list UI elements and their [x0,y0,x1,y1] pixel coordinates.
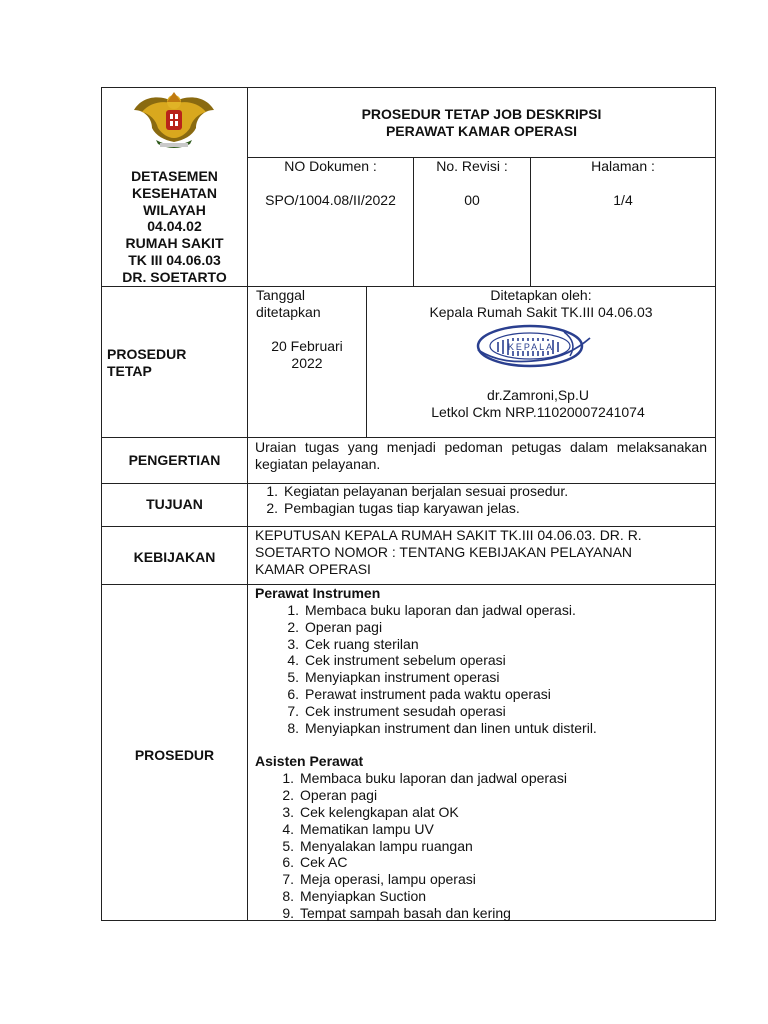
list-item [277,703,710,720]
list-item [272,838,710,855]
date-set-label [256,287,364,321]
list-text: Membaca buku laporan dan jadwal operasi [300,770,567,787]
list-text: Cek AC [300,854,348,871]
list-number: 7. [282,871,294,888]
date-label-line: Tanggal [256,287,306,303]
title-line: PERAWAT KAMAR OPERASI [385,122,578,139]
list-text: Kegiatan pelayanan berjalan sesuai prosedur. [284,483,569,499]
list-number: 2. [287,618,299,635]
signer [367,387,709,421]
list-text: Mematikan lampu UV [300,820,434,837]
kebijakan-line: KAMAR OPERASI [255,561,371,577]
list-text: Operan pagi [300,787,378,804]
protap-label [107,346,245,380]
list-number: 2. [282,787,294,804]
list-text: Cek instrument sesudah operasi [305,702,506,719]
list-text: Menyiapkan Suction [300,887,427,904]
list-number: 5. [287,669,299,686]
list-item [256,500,706,517]
doc-number-cell [248,158,413,209]
list-text: Menyiapkan instrument dan linen untuk disteril. [305,719,597,736]
list-item [277,636,710,653]
list-number: 4. [287,652,299,669]
list-text: Pembagian tugas tiap karyawan jelas. [284,499,520,516]
date-label-line: ditetapkan [256,304,321,320]
list-item [272,804,710,821]
protap-label-line: PROSEDUR [107,346,187,362]
list-text: Membaca buku laporan dan jadwal operasi. [305,602,576,618]
org-line: DR. SOETARTO [122,268,227,285]
prosedur-label: PROSEDUR [134,747,215,763]
page-value: 1/4 [613,192,633,208]
protap-label-line: TETAP [107,363,152,379]
list-text: Menyiapkan instrument operasi [305,669,500,686]
kebijakan-label: KEBIJAKAN [133,549,216,565]
document-title [248,106,715,140]
title-line: PROSEDUR TETAP JOB DESKRIPSI [361,106,602,122]
page-cell [531,158,715,209]
pengertian-text: Uraian tugas yang menjadi pedoman petugas dalam melaksanakan kegiatan pelayanan. [255,439,707,472]
list-number: 3. [287,635,299,652]
list-number: 2. [266,499,278,516]
list-item [272,770,710,787]
org-line: KESEHATAN [131,184,218,201]
signer-rank: Letkol Ckm NRP.11020007241074 [431,404,645,420]
list-text: Meja operasi, lampu operasi [300,871,476,888]
list-number: 4. [282,820,294,837]
hospital-logo [130,88,218,152]
list-number: 6. [282,854,294,871]
list-number: 7. [287,702,299,719]
list-text: Perawat instrument pada waktu operasi [305,685,551,702]
list-number: 1. [266,483,278,499]
date-value-line: 20 Februari [271,338,343,354]
list-number: 3. [282,803,294,820]
tujuan-list [256,483,706,517]
revision-cell [414,158,530,209]
list-item [277,652,710,669]
set-by-line: Kepala Rumah Sakit TK.III 04.06.03 [429,304,653,320]
list-number: 1. [282,770,294,787]
section-title-perawat-instrumen: Perawat Instrumen [255,585,381,601]
signer-name: dr.Zamroni,Sp.U [487,387,589,403]
list-item [277,686,710,703]
set-by-line: Ditetapkan oleh: [490,287,592,303]
section-title-asisten-perawat: Asisten Perawat [255,753,364,770]
org-line: WILAYAH [143,201,206,218]
list-item [256,483,706,500]
list-text: Tempat sampah basah dan kering [300,904,511,921]
list-text: Operan pagi [305,618,383,635]
list-number: 5. [282,837,294,854]
list-number: 9. [282,904,294,921]
org-name [102,168,247,286]
doc-number-label: NO Dokumen : [284,158,377,174]
list-number: 8. [287,719,299,736]
date-set-value [248,338,366,372]
kebijakan-text [255,527,710,578]
list-item [272,905,710,922]
kebijakan-line: SOETARTO NOMOR : TENTANG KEBIJAKAN PELAYANAN [255,544,633,560]
official-stamp [472,320,594,370]
org-line: TK III 04.06.03 [128,251,221,268]
list-text: Cek instrument sebelum operasi [305,652,506,669]
org-line: RUMAH SAKIT [125,235,224,252]
stamp-text: KEPALA [507,342,555,352]
list-number: 8. [282,887,294,904]
list-item [272,787,710,804]
list-number: 6. [287,685,299,702]
kebijakan-line: KEPUTUSAN KEPALA RUMAH SAKIT TK.III 04.06.03. DR. R. [255,527,642,543]
org-line: 04.04.02 [147,218,202,235]
list-text: Cek ruang sterilan [305,635,419,652]
list-item [277,619,710,636]
list-item [272,888,710,905]
org-line: DETASEMEN [131,168,218,184]
list-item [272,871,710,888]
list-item [277,669,710,686]
list-item [277,602,710,619]
pengertian-label: PENGERTIAN [128,452,221,468]
revision-label: No. Revisi : [436,158,508,174]
prosedur-content [255,585,710,922]
list-text: Cek kelengkapan alat OK [300,803,459,820]
list-item [272,821,710,838]
doc-number-value: SPO/1004.08/II/2022 [265,192,396,208]
list-text: Menyalakan lampu ruangan [300,837,473,854]
list-item [277,720,710,737]
list-number: 1. [287,602,299,618]
revision-value: 00 [464,192,480,208]
tujuan-label: TUJUAN [146,496,203,512]
set-by [367,287,715,321]
list-item [272,854,710,871]
date-value-line: 2022 [291,355,323,371]
page-label: Halaman : [591,158,655,174]
